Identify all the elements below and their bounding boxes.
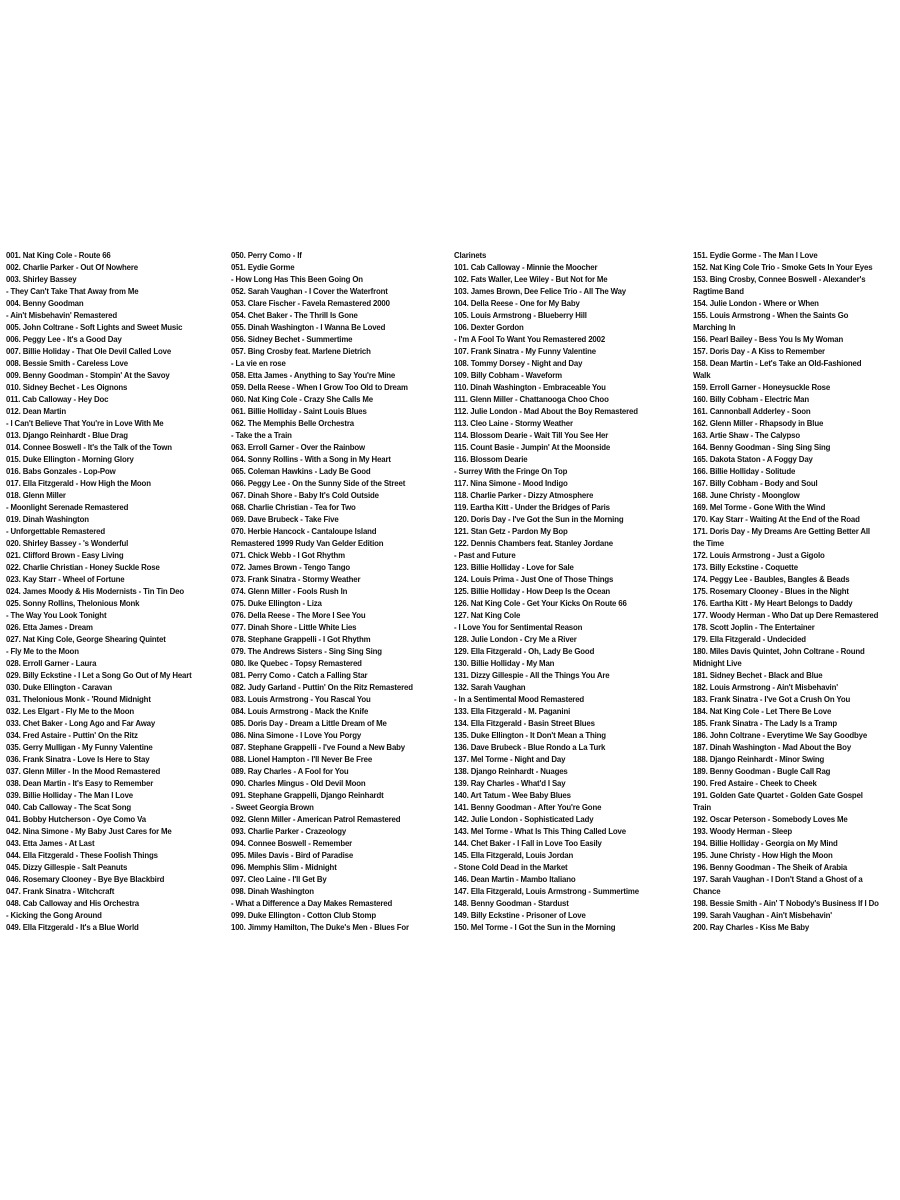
track-line: - I'm A Fool To Want You Remastered 2002 [454, 335, 606, 344]
track-line: 033. Chet Baker - Long Ago and Far Away [6, 719, 156, 728]
track-line: 096. Memphis Slim - Midnight [231, 863, 337, 872]
track-line: - What a Difference a Day Makes Remastered [231, 899, 393, 908]
track-line: 121. Stan Getz - Pardon My Bop [454, 527, 568, 536]
track-line: 129. Ella Fitzgerald - Oh, Lady Be Good [454, 647, 595, 656]
track-line: 191. Golden Gate Quartet - Golden Gate Gospel [693, 791, 863, 800]
track-line: 103. James Brown, Dee Felice Trio - All The Way [454, 287, 627, 296]
track-line: 192. Oscar Peterson - Somebody Loves Me [693, 815, 848, 824]
track-line: 025. Sonny Rollins, Thelonious Monk [6, 599, 140, 608]
track-line: 126. Nat King Cole - Get Your Kicks On Route 66 [454, 599, 627, 608]
track-line: 083. Louis Armstrong - You Rascal You [231, 695, 371, 704]
track-line: 094. Connee Boswell - Remember [231, 839, 353, 848]
track-line: 061. Billie Holliday - Saint Louis Blues [231, 407, 367, 416]
track-line: 153. Bing Crosby, Connee Boswell - Alexander's [693, 275, 866, 284]
track-line: 140. Art Tatum - Wee Baby Blues [454, 791, 571, 800]
track-line: 085. Doris Day - Dream a Little Dream of Me [231, 719, 387, 728]
track-line: 200. Ray Charles - Kiss Me Baby [693, 923, 810, 932]
track-line: 056. Sidney Bechet - Summertime [231, 335, 353, 344]
track-line: 060. Nat King Cole - Crazy She Calls Me [231, 395, 373, 404]
track-line: 074. Glenn Miller - Fools Rush In [231, 587, 348, 596]
track-line: 104. Della Reese - One for My Baby [454, 299, 580, 308]
track-line: 118. Charlie Parker - Dizzy Atmosphere [454, 491, 594, 500]
track-line: 049. Ella Fitzgerald - It's a Blue World [6, 923, 139, 932]
track-line: 112. Julie London - Mad About the Boy Remastered [454, 407, 638, 416]
track-line: 095. Miles Davis - Bird of Paradise [231, 851, 354, 860]
track-line: 142. Julie London - Sophisticated Lady [454, 815, 594, 824]
track-line: 138. Django Reinhardt - Nuages [454, 767, 568, 776]
track-line: 047. Frank Sinatra - Witchcraft [6, 887, 115, 896]
track-line: 070. Herbie Hancock - Cantaloupe Island [231, 527, 377, 536]
track-line: 030. Duke Ellington - Caravan [6, 683, 112, 692]
track-line: the Time [693, 539, 724, 548]
track-line: 043. Etta James - At Last [6, 839, 95, 848]
track-line: 028. Erroll Garner - Laura [6, 659, 97, 668]
track-line: 197. Sarah Vaughan - I Don't Stand a Ghost of a [693, 875, 863, 884]
track-line: 068. Charlie Christian - Tea for Two [231, 503, 356, 512]
tracklist-column-3 [454, 250, 693, 950]
track-line: 170. Kay Starr - Waiting At the End of the Road [693, 515, 860, 524]
track-line: 040. Cab Calloway - The Scat Song [6, 803, 131, 812]
track-line: 020. Shirley Bassey - 's Wonderful [6, 539, 129, 548]
track-line: 055. Dinah Washington - I Wanna Be Loved [231, 323, 386, 332]
track-line: 008. Bessie Smith - Careless Love [6, 359, 128, 368]
track-line: 194. Billie Holliday - Georgia on My Mind [693, 839, 838, 848]
track-line: 042. Nina Simone - My Baby Just Cares for Me [6, 827, 172, 836]
track-line: 187. Dinah Washington - Mad About the Boy [693, 743, 852, 752]
track-line: 098. Dinah Washington [231, 887, 314, 896]
tracklist-column-1 [6, 250, 231, 950]
track-line: 149. Billy Eckstine - Prisoner of Love [454, 911, 586, 920]
track-line: 009. Benny Goodman - Stompin' At the Savoy [6, 371, 170, 380]
tracklist-sheet [6, 250, 896, 950]
track-line: 144. Chet Baker - I Fall in Love Too Easily [454, 839, 602, 848]
track-line: 072. James Brown - Tengo Tango [231, 563, 351, 572]
track-line: 063. Erroll Garner - Over the Rainbow [231, 443, 365, 452]
track-line: 102. Fats Waller, Lee Wiley - But Not for Me [454, 275, 608, 284]
track-line: 019. Dinah Washington [6, 515, 89, 524]
track-line: 015. Duke Ellington - Morning Glory [6, 455, 134, 464]
track-line: 091. Stephane Grappelli, Django Reinhardt [231, 791, 384, 800]
track-line: 109. Billy Cobham - Waveform [454, 371, 562, 380]
track-line: 035. Gerry Mulligan - My Funny Valentine [6, 743, 153, 752]
track-line: 156. Pearl Bailey - Bess You Is My Woman [693, 335, 844, 344]
track-line: 123. Billie Holliday - Love for Sale [454, 563, 574, 572]
track-line: 139. Ray Charles - What'd I Say [454, 779, 566, 788]
track-line: 078. Stephane Grappelli - I Got Rhythm [231, 635, 371, 644]
track-line: 154. Julie London - Where or When [693, 299, 819, 308]
track-line: 152. Nat King Cole Trio - Smoke Gets In Your Eyes [693, 263, 873, 272]
track-line: - I Can't Believe That You're in Love With Me [6, 419, 164, 428]
track-line: 053. Clare Fischer - Favela Remastered 2000 [231, 299, 390, 308]
track-line: 150. Mel Torme - I Got the Sun in the Morning [454, 923, 616, 932]
track-line: 086. Nina Simone - I Love You Porgy [231, 731, 362, 740]
track-line: 100. Jimmy Hamilton, The Duke's Men - Blues For [231, 923, 409, 932]
track-line: 132. Sarah Vaughan [454, 683, 526, 692]
track-line: 185. Frank Sinatra - The Lady Is a Tramp [693, 719, 838, 728]
track-line: 116. Blossom Dearie [454, 455, 528, 464]
track-line: 082. Judy Garland - Puttin' On the Ritz Remastered [231, 683, 413, 692]
track-line: 198. Bessie Smith - Ain' T Nobody's Business If I Do [693, 899, 879, 908]
track-line: 176. Eartha Kitt - My Heart Belongs to Daddy [693, 599, 853, 608]
track-line: 088. Lionel Hampton - I'll Never Be Free [231, 755, 373, 764]
track-line: Walk [693, 371, 711, 380]
track-line: 110. Dinah Washington - Embraceable You [454, 383, 606, 392]
track-line: 023. Kay Starr - Wheel of Fortune [6, 575, 125, 584]
track-line: 010. Sidney Bechet - Les Oignons [6, 383, 128, 392]
track-line: - In a Sentimental Mood Remastered [454, 695, 585, 704]
track-line: 031. Thelonious Monk - 'Round Midnight [6, 695, 151, 704]
track-line: 044. Ella Fitzgerald - These Foolish Things [6, 851, 158, 860]
track-line: 016. Babs Gonzales - Lop-Pow [6, 467, 116, 476]
track-line: 120. Doris Day - I've Got the Sun in the Morning [454, 515, 624, 524]
track-line: 168. June Christy - Moonglow [693, 491, 800, 500]
track-line: 037. Glenn Miller - In the Mood Remastered [6, 767, 161, 776]
track-line: 093. Charlie Parker - Crazeology [231, 827, 347, 836]
track-line: 178. Scott Joplin - The Entertainer [693, 623, 815, 632]
track-line: 196. Benny Goodman - The Sheik of Arabia [693, 863, 848, 872]
track-line: - Kicking the Gong Around [6, 911, 102, 920]
track-line: 006. Peggy Lee - It's a Good Day [6, 335, 122, 344]
track-line: 175. Rosemary Clooney - Blues in the Night [693, 587, 849, 596]
track-line: 157. Doris Day - A Kiss to Remember [693, 347, 825, 356]
track-line: 084. Louis Armstrong - Mack the Knife [231, 707, 369, 716]
track-line: 041. Bobby Hutcherson - Oye Como Va [6, 815, 146, 824]
track-line: - Unforgettable Remastered [6, 527, 105, 536]
track-line: 127. Nat King Cole [454, 611, 521, 620]
track-line: Marching In [693, 323, 736, 332]
track-line: 075. Duke Ellington - Liza [231, 599, 322, 608]
track-line: 071. Chick Webb - I Got Rhythm [231, 551, 345, 560]
track-line: 045. Dizzy Gillespie - Salt Peanuts [6, 863, 128, 872]
track-line: 135. Duke Ellington - It Don't Mean a Thing [454, 731, 606, 740]
track-line: 027. Nat King Cole, George Shearing Quintet [6, 635, 166, 644]
track-line: 155. Louis Armstrong - When the Saints Go [693, 311, 849, 320]
track-line: 051. Eydie Gorme [231, 263, 295, 272]
track-line: 022. Charlie Christian - Honey Suckle Rose [6, 563, 160, 572]
track-line: 125. Billie Holliday - How Deep Is the Ocean [454, 587, 611, 596]
track-line: 002. Charlie Parker - Out Of Nowhere [6, 263, 138, 272]
track-line: Ragtime Band [693, 287, 744, 296]
track-line: - Past and Future [454, 551, 516, 560]
track-line: 024. James Moody & His Modernists - Tin Tin Deo [6, 587, 184, 596]
track-line: 090. Charles Mingus - Old Devil Moon [231, 779, 366, 788]
track-line: 114. Blossom Dearie - Wait Till You See Her [454, 431, 609, 440]
track-line: 073. Frank Sinatra - Stormy Weather [231, 575, 361, 584]
track-line: 193. Woody Herman - Sleep [693, 827, 793, 836]
track-line: - The Way You Look Tonight [6, 611, 107, 620]
track-line: - I Love You for Sentimental Reason [454, 623, 583, 632]
track-line: 186. John Coltrane - Everytime We Say Goodbye [693, 731, 868, 740]
track-line: 076. Della Reese - The More I See You [231, 611, 366, 620]
track-line: 117. Nina Simone - Mood Indigo [454, 479, 568, 488]
track-line: 130. Billie Holliday - My Man [454, 659, 555, 668]
track-line: 145. Ella Fitzgerald, Louis Jordan [454, 851, 574, 860]
track-line: 111. Glenn Miller - Chattanooga Choo Choo [454, 395, 609, 404]
track-line: - Take the a Train [231, 431, 292, 440]
track-line: - Moonlight Serenade Remastered [6, 503, 129, 512]
track-line: 004. Benny Goodman [6, 299, 84, 308]
track-line: 148. Benny Goodman - Stardust [454, 899, 569, 908]
track-line: 034. Fred Astaire - Puttin' On the Ritz [6, 731, 138, 740]
track-line: Train [693, 803, 712, 812]
track-line: 199. Sarah Vaughan - Ain't Misbehavin' [693, 911, 833, 920]
track-line: 165. Dakota Staton - A Foggy Day [693, 455, 813, 464]
track-line: 190. Fred Astaire - Cheek to Cheek [693, 779, 817, 788]
track-line: 101. Cab Calloway - Minnie the Moocher [454, 263, 598, 272]
tracklist-column-4 [693, 250, 896, 950]
track-line: 066. Peggy Lee - On the Sunny Side of the Street [231, 479, 406, 488]
track-line: 052. Sarah Vaughan - I Cover the Waterfront [231, 287, 388, 296]
track-line: 050. Perry Como - If [231, 251, 302, 260]
track-line: 099. Duke Ellington - Cotton Club Stomp [231, 911, 376, 920]
track-line: 166. Billie Holliday - Solitude [693, 467, 796, 476]
track-line: 169. Mel Torme - Gone With the Wind [693, 503, 826, 512]
track-line: 092. Glenn Miller - American Patrol Remastered [231, 815, 401, 824]
track-line: 188. Django Reinhardt - Minor Swing [693, 755, 825, 764]
track-line: - Sweet Georgia Brown [231, 803, 314, 812]
track-line: 183. Frank Sinatra - I've Got a Crush On You [693, 695, 851, 704]
track-line: - La vie en rose [231, 359, 286, 368]
track-line: 011. Cab Calloway - Hey Doc [6, 395, 109, 404]
track-line: 137. Mel Torme - Night and Day [454, 755, 566, 764]
track-line: 180. Miles Davis Quintet, John Coltrane - Round [693, 647, 865, 656]
track-line: 081. Perry Como - Catch a Falling Star [231, 671, 368, 680]
track-line: - They Can't Take That Away from Me [6, 287, 139, 296]
track-line: 146. Dean Martin - Mambo Italiano [454, 875, 576, 884]
track-line: 036. Frank Sinatra - Love Is Here to Stay [6, 755, 150, 764]
track-line: 133. Ella Fitzgerald - M. Paganini [454, 707, 571, 716]
track-line: 151. Eydie Gorme - The Man I Love [693, 251, 818, 260]
track-line: 167. Billy Cobham - Body and Soul [693, 479, 818, 488]
track-line: 131. Dizzy Gillespie - All the Things You Are [454, 671, 610, 680]
track-line: 021. Clifford Brown - Easy Living [6, 551, 124, 560]
track-line: 089. Ray Charles - A Fool for You [231, 767, 349, 776]
track-line: 107. Frank Sinatra - My Funny Valentine [454, 347, 596, 356]
track-line: 182. Louis Armstrong - Ain't Misbehavin' [693, 683, 838, 692]
track-line: 048. Cab Calloway and His Orchestra [6, 899, 139, 908]
track-line: 087. Stephane Grappelli - I've Found a New Baby [231, 743, 406, 752]
track-line: 069. Dave Brubeck - Take Five [231, 515, 339, 524]
track-line: 105. Louis Armstrong - Blueberry Hill [454, 311, 587, 320]
track-line: 017. Ella Fitzgerald - How High the Moon [6, 479, 151, 488]
track-line: 161. Cannonball Adderley - Soon [693, 407, 811, 416]
track-line: 003. Shirley Bassey [6, 275, 77, 284]
track-line: 106. Dexter Gordon [454, 323, 524, 332]
track-line: 177. Woody Herman - Who Dat up Dere Remastered [693, 611, 879, 620]
track-line: 046. Rosemary Clooney - Bye Bye Blackbird [6, 875, 165, 884]
track-line: 158. Dean Martin - Let's Take an Old-Fashioned [693, 359, 862, 368]
track-line: 038. Dean Martin - It's Easy to Remember [6, 779, 154, 788]
track-line: 143. Mel Torme - What Is This Thing Called Love [454, 827, 626, 836]
track-line: 080. Ike Quebec - Topsy Remastered [231, 659, 362, 668]
track-line: 013. Django Reinhardt - Blue Drag [6, 431, 128, 440]
track-line: 184. Nat King Cole - Let There Be Love [693, 707, 832, 716]
track-line: Remastered 1999 Rudy Van Gelder Edition [231, 539, 384, 548]
track-line: Midnight Live [693, 659, 742, 668]
track-line: 115. Count Basie - Jumpin' At the Moonside [454, 443, 611, 452]
track-line: 171. Doris Day - My Dreams Are Getting Better All [693, 527, 870, 536]
track-line: 007. Billie Holiday - That Ole Devil Called Love [6, 347, 172, 356]
track-line: 128. Julie London - Cry Me a River [454, 635, 577, 644]
track-line: 077. Dinah Shore - Little White Lies [231, 623, 357, 632]
track-line: 057. Bing Crosby feat. Marlene Dietrich [231, 347, 371, 356]
track-line: 064. Sonny Rollins - With a Song in My Heart [231, 455, 391, 464]
track-line: 173. Billy Eckstine - Coquette [693, 563, 798, 572]
track-line: 134. Ella Fitzgerald - Basin Street Blues [454, 719, 595, 728]
track-line: 113. Cleo Laine - Stormy Weather [454, 419, 573, 428]
track-line: - Surrey With the Fringe On Top [454, 467, 568, 476]
track-line: - Fly Me to the Moon [6, 647, 79, 656]
track-line: 054. Chet Baker - The Thrill Is Gone [231, 311, 358, 320]
track-line: 159. Erroll Garner - Honeysuckle Rose [693, 383, 831, 392]
track-line: 179. Ella Fitzgerald - Undecided [693, 635, 806, 644]
track-line: 172. Louis Armstrong - Just a Gigolo [693, 551, 825, 560]
track-line: 108. Tommy Dorsey - Night and Day [454, 359, 583, 368]
track-line: 164. Benny Goodman - Sing Sing Sing [693, 443, 831, 452]
track-line: 119. Eartha Kitt - Under the Bridges of Paris [454, 503, 610, 512]
track-line: 062. The Memphis Belle Orchestra [231, 419, 354, 428]
track-line: 079. The Andrews Sisters - Sing Sing Sing [231, 647, 382, 656]
track-line: 122. Dennis Chambers feat. Stanley Jordane [454, 539, 613, 548]
track-line: 005. John Coltrane - Soft Lights and Sweet Music [6, 323, 183, 332]
track-line: 039. Billie Holliday - The Man I Love [6, 791, 134, 800]
track-line: 012. Dean Martin [6, 407, 66, 416]
tracklist-column-2 [231, 250, 454, 950]
track-line: 160. Billy Cobham - Electric Man [693, 395, 809, 404]
track-line: 026. Etta James - Dream [6, 623, 93, 632]
track-line: - How Long Has This Been Going On [231, 275, 363, 284]
track-line: 124. Louis Prima - Just One of Those Things [454, 575, 614, 584]
track-line: Clarinets [454, 251, 487, 260]
track-line: 065. Coleman Hawkins - Lady Be Good [231, 467, 371, 476]
track-line: 014. Connee Boswell - It's the Talk of the Town [6, 443, 172, 452]
track-line: 136. Dave Brubeck - Blue Rondo a La Turk [454, 743, 606, 752]
track-line: Chance [693, 887, 721, 896]
track-line: - Ain't Misbehavin' Remastered [6, 311, 118, 320]
track-line: 189. Benny Goodman - Bugle Call Rag [693, 767, 831, 776]
track-line: 141. Benny Goodman - After You're Gone [454, 803, 602, 812]
track-line: 067. Dinah Shore - Baby It's Cold Outside [231, 491, 379, 500]
track-line: 018. Glenn Miller [6, 491, 66, 500]
track-line: 181. Sidney Bechet - Black and Blue [693, 671, 823, 680]
track-line: - Stone Cold Dead in the Market [454, 863, 568, 872]
track-line: 059. Della Reese - When I Grow Too Old to Dream [231, 383, 408, 392]
track-line: 001. Nat King Cole - Route 66 [6, 251, 111, 260]
track-line: 195. June Christy - How High the Moon [693, 851, 833, 860]
track-line: 097. Cleo Laine - I'll Get By [231, 875, 327, 884]
track-line: 147. Ella Fitzgerald, Louis Armstrong - Summertime [454, 887, 639, 896]
track-line: 029. Billy Eckstine - I Let a Song Go Out of My Heart [6, 671, 192, 680]
track-line: 058. Etta James - Anything to Say You're Mine [231, 371, 396, 380]
track-line: 174. Peggy Lee - Baubles, Bangles & Beads [693, 575, 850, 584]
track-line: 163. Artie Shaw - The Calypso [693, 431, 800, 440]
track-line: 162. Glenn Miller - Rhapsody in Blue [693, 419, 824, 428]
track-line: 032. Les Elgart - Fly Me to the Moon [6, 707, 135, 716]
